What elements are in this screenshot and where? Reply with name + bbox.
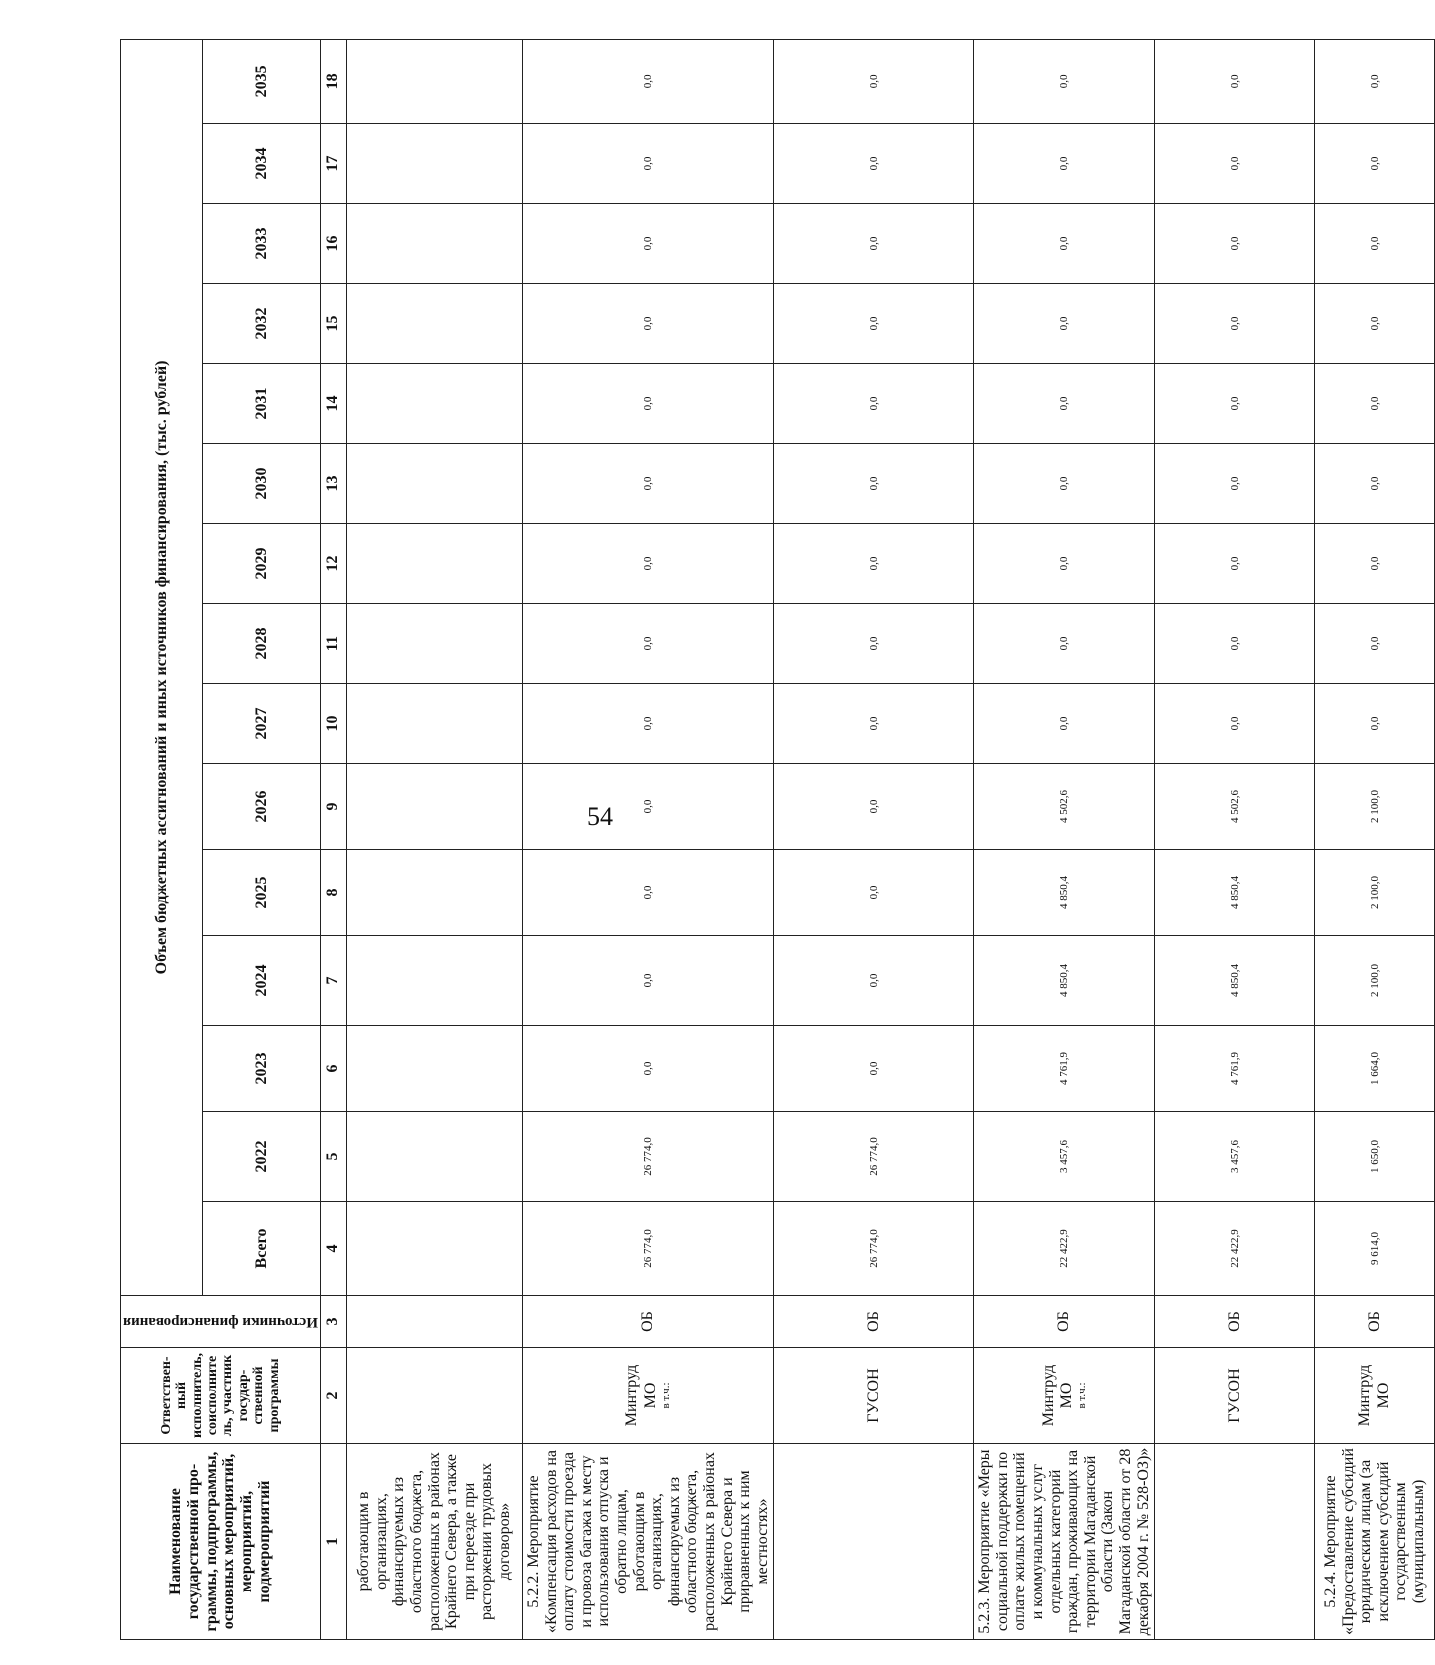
header-name: Наименование государственной про-граммы, подпрограммы, основных мероприятий, мероприятий, подмероприятий: [121, 1444, 321, 1640]
executor-name: Минтруд МО: [1356, 1364, 1392, 1427]
executor-cell: [774, 1348, 974, 1444]
col-number: 11: [320, 604, 346, 684]
value-cell: 0,0: [774, 524, 974, 604]
value-cell: 4 761,9: [1155, 1026, 1315, 1112]
col-number: 8: [320, 850, 346, 936]
value-cell: 0,0: [522, 204, 773, 284]
value-cell: 22 422,9: [974, 1202, 1155, 1296]
source-cell: ОБ: [522, 1296, 773, 1348]
header-executor: Ответствен-ный исполнитель, соисполните ль, участник государ-ственной программы: [121, 1348, 321, 1444]
value-cell: [346, 444, 522, 524]
col-number: 2: [320, 1348, 346, 1444]
value-cell: 0,0: [1155, 524, 1315, 604]
year-cell: 2029: [203, 524, 321, 604]
value-cell: [346, 936, 522, 1026]
value-cell: 0,0: [1315, 364, 1435, 444]
value-cell: [346, 850, 522, 936]
source-cell: ОБ: [774, 1296, 974, 1348]
program-name-cell: 5.2.2. Мероприятие «Компенсация расходов на оплату стоимости проезда и провоза багажа к месту использования отпуска и обратно лицам, работающим в организациях, финансируемых из областного бюджета, расположенных в районах Крайнего Севера и приравненных к ним местностях»: [522, 1444, 773, 1640]
value-cell: 26 774,0: [522, 1112, 773, 1202]
value-cell: 0,0: [522, 684, 773, 764]
value-cell: [346, 204, 522, 284]
value-cell: 0,0: [1155, 604, 1315, 684]
value-cell: 0,0: [522, 444, 773, 524]
col-number: 17: [320, 124, 346, 204]
year-cell: 2027: [203, 684, 321, 764]
year-cell: 2034: [203, 124, 321, 204]
col-number: 1: [320, 1444, 346, 1640]
value-cell: 1 664,0: [1315, 1026, 1435, 1112]
value-cell: [346, 1026, 522, 1112]
value-cell: 2 100,0: [1315, 936, 1435, 1026]
col-number: 3: [320, 1296, 346, 1348]
year-cell: Всего: [203, 1202, 321, 1296]
executor-name: ГУСОН: [1225, 1368, 1243, 1423]
value-cell: 0,0: [522, 39, 773, 123]
value-cell: 0,0: [774, 124, 974, 204]
value-cell: 4 850,4: [1155, 936, 1315, 1026]
value-cell: 0,0: [1155, 684, 1315, 764]
value-cell: 0,0: [774, 39, 974, 123]
executor-cell: [522, 1348, 773, 1444]
value-cell: 0,0: [774, 204, 974, 284]
year-cell: 2024: [203, 936, 321, 1026]
value-cell: [346, 1202, 522, 1296]
value-cell: 0,0: [974, 284, 1155, 364]
value-cell: 0,0: [974, 204, 1155, 284]
source-cell: ОБ: [1155, 1296, 1315, 1348]
executor-cell: [1315, 1348, 1435, 1444]
executor-name: ГУСОН: [864, 1368, 882, 1423]
value-cell: [346, 284, 522, 364]
year-cell: 2032: [203, 284, 321, 364]
value-cell: 4 761,9: [974, 1026, 1155, 1112]
value-cell: 0,0: [1155, 284, 1315, 364]
year-cell: 2023: [203, 1026, 321, 1112]
value-cell: 4 502,6: [1155, 764, 1315, 850]
value-cell: 4 850,4: [974, 850, 1155, 936]
value-cell: 0,0: [522, 124, 773, 204]
value-cell: 0,0: [1315, 684, 1435, 764]
value-cell: 0,0: [974, 444, 1155, 524]
value-cell: 3 457,6: [1155, 1112, 1315, 1202]
value-cell: 22 422,9: [1155, 1202, 1315, 1296]
executor-cell: [1155, 1348, 1315, 1444]
value-cell: 1 650,0: [1315, 1112, 1435, 1202]
program-name-cell: работающим в организациях, финансируемых из областного бюджета, расположенных в районах Крайнего Севера, а также при переезде при расторжении трудовых договоров»: [346, 1444, 522, 1640]
value-cell: 0,0: [522, 524, 773, 604]
value-cell: 3 457,6: [974, 1112, 1155, 1202]
page-number: 54: [587, 802, 613, 831]
value-cell: 0,0: [974, 39, 1155, 123]
value-cell: 0,0: [974, 684, 1155, 764]
value-cell: 0,0: [774, 604, 974, 684]
value-cell: 0,0: [1315, 124, 1435, 204]
year-cell: 2035: [203, 39, 321, 123]
source-cell: ОБ: [1315, 1296, 1435, 1348]
value-cell: 0,0: [522, 364, 773, 444]
source-cell: [346, 1296, 522, 1348]
value-cell: [346, 364, 522, 444]
col-number: 10: [320, 684, 346, 764]
value-cell: [346, 684, 522, 764]
col-number: 4: [320, 1202, 346, 1296]
table-area: [120, 60, 1427, 1640]
value-cell: 26 774,0: [522, 1202, 773, 1296]
program-name-cell: [774, 1444, 974, 1640]
program-name-cell: 5.2.3. Мероприятие «Меры социальной поддержки по оплате жилых помещений и коммунальных услуг отдельных категорий граждан, проживающих на территории Магаданской области (Закон Магаданской области от 28 декабря 2004 г. № 528-ОЗ)»: [974, 1444, 1155, 1640]
header-volume: Объем бюджетных ассигнований и иных источников финансирования, (тыс. рублей): [121, 39, 203, 1295]
value-cell: 0,0: [522, 764, 773, 850]
executor-note: в т.ч.:: [1076, 1382, 1089, 1409]
col-number: 15: [320, 284, 346, 364]
value-cell: [346, 1112, 522, 1202]
table-body: [346, 39, 1434, 1639]
year-cell: 2033: [203, 204, 321, 284]
value-cell: 0,0: [1315, 204, 1435, 284]
value-cell: [346, 524, 522, 604]
value-cell: [346, 124, 522, 204]
table-row: [774, 39, 974, 1639]
value-cell: [346, 764, 522, 850]
value-cell: 0,0: [1315, 524, 1435, 604]
value-cell: 26 774,0: [774, 1202, 974, 1296]
value-cell: 0,0: [522, 284, 773, 364]
value-cell: 0,0: [1155, 39, 1315, 123]
value-cell: 0,0: [1315, 444, 1435, 524]
year-cell: 2028: [203, 604, 321, 684]
col-number: 16: [320, 204, 346, 284]
col-number: 13: [320, 444, 346, 524]
executor-name: Минтруд МО: [1039, 1364, 1075, 1427]
value-cell: 2 100,0: [1315, 764, 1435, 850]
value-cell: 26 774,0: [774, 1112, 974, 1202]
financing-table: [120, 39, 1435, 1640]
table-row: [1155, 39, 1315, 1639]
value-cell: 0,0: [522, 604, 773, 684]
col-number: 9: [320, 764, 346, 850]
value-cell: 0,0: [522, 850, 773, 936]
value-cell: 2 100,0: [1315, 850, 1435, 936]
value-cell: 9 614,0: [1315, 1202, 1435, 1296]
value-cell: 0,0: [1315, 39, 1435, 123]
value-cell: 0,0: [774, 850, 974, 936]
value-cell: [346, 39, 522, 123]
value-cell: 4 850,4: [1155, 850, 1315, 936]
value-cell: [346, 604, 522, 684]
executor-cell: [346, 1348, 522, 1444]
table-row: [974, 39, 1155, 1639]
value-cell: 0,0: [1155, 444, 1315, 524]
column-numbers-row: [320, 39, 346, 1639]
executor-name: Минтруд МО: [623, 1364, 659, 1427]
source-cell: ОБ: [974, 1296, 1155, 1348]
value-cell: 0,0: [774, 1026, 974, 1112]
header-source: [121, 1296, 321, 1348]
col-number: 14: [320, 364, 346, 444]
col-number: 6: [320, 1026, 346, 1112]
col-number: 7: [320, 936, 346, 1026]
program-name-cell: [1155, 1444, 1315, 1640]
value-cell: 0,0: [774, 936, 974, 1026]
value-cell: 0,0: [1315, 604, 1435, 684]
value-cell: 0,0: [774, 444, 974, 524]
value-cell: 0,0: [522, 936, 773, 1026]
value-cell: 0,0: [974, 364, 1155, 444]
col-number: 5: [320, 1112, 346, 1202]
value-cell: 0,0: [522, 1026, 773, 1112]
value-cell: 4 502,6: [974, 764, 1155, 850]
value-cell: 0,0: [1315, 284, 1435, 364]
value-cell: 0,0: [774, 284, 974, 364]
rotated-table-container: [120, 60, 1427, 1640]
col-number: 18: [320, 39, 346, 123]
col-number: 12: [320, 524, 346, 604]
program-name-cell: 5.2.4. Мероприятие «Предоставление субсидий юридическим лицам (за исключением субсидий государственным (муниципальным): [1315, 1444, 1435, 1640]
value-cell: 0,0: [974, 524, 1155, 604]
table-row: [522, 39, 773, 1639]
value-cell: 0,0: [1155, 124, 1315, 204]
value-cell: 4 850,4: [974, 936, 1155, 1026]
year-cell: 2022: [203, 1112, 321, 1202]
executor-note: в т.ч.:: [660, 1382, 673, 1409]
header-source-text: Источники финансирования: [123, 1314, 318, 1331]
value-cell: 0,0: [1155, 204, 1315, 284]
table-row: [346, 39, 522, 1639]
table-row: [1315, 39, 1435, 1639]
value-cell: 0,0: [774, 684, 974, 764]
value-cell: 0,0: [1155, 364, 1315, 444]
executor-cell: [974, 1348, 1155, 1444]
value-cell: 0,0: [774, 764, 974, 850]
value-cell: 0,0: [974, 604, 1155, 684]
value-cell: 0,0: [974, 124, 1155, 204]
year-cell: 2025: [203, 850, 321, 936]
year-cell: 2026: [203, 764, 321, 850]
value-cell: 0,0: [774, 364, 974, 444]
year-cell: 2031: [203, 364, 321, 444]
year-cell: 2030: [203, 444, 321, 524]
